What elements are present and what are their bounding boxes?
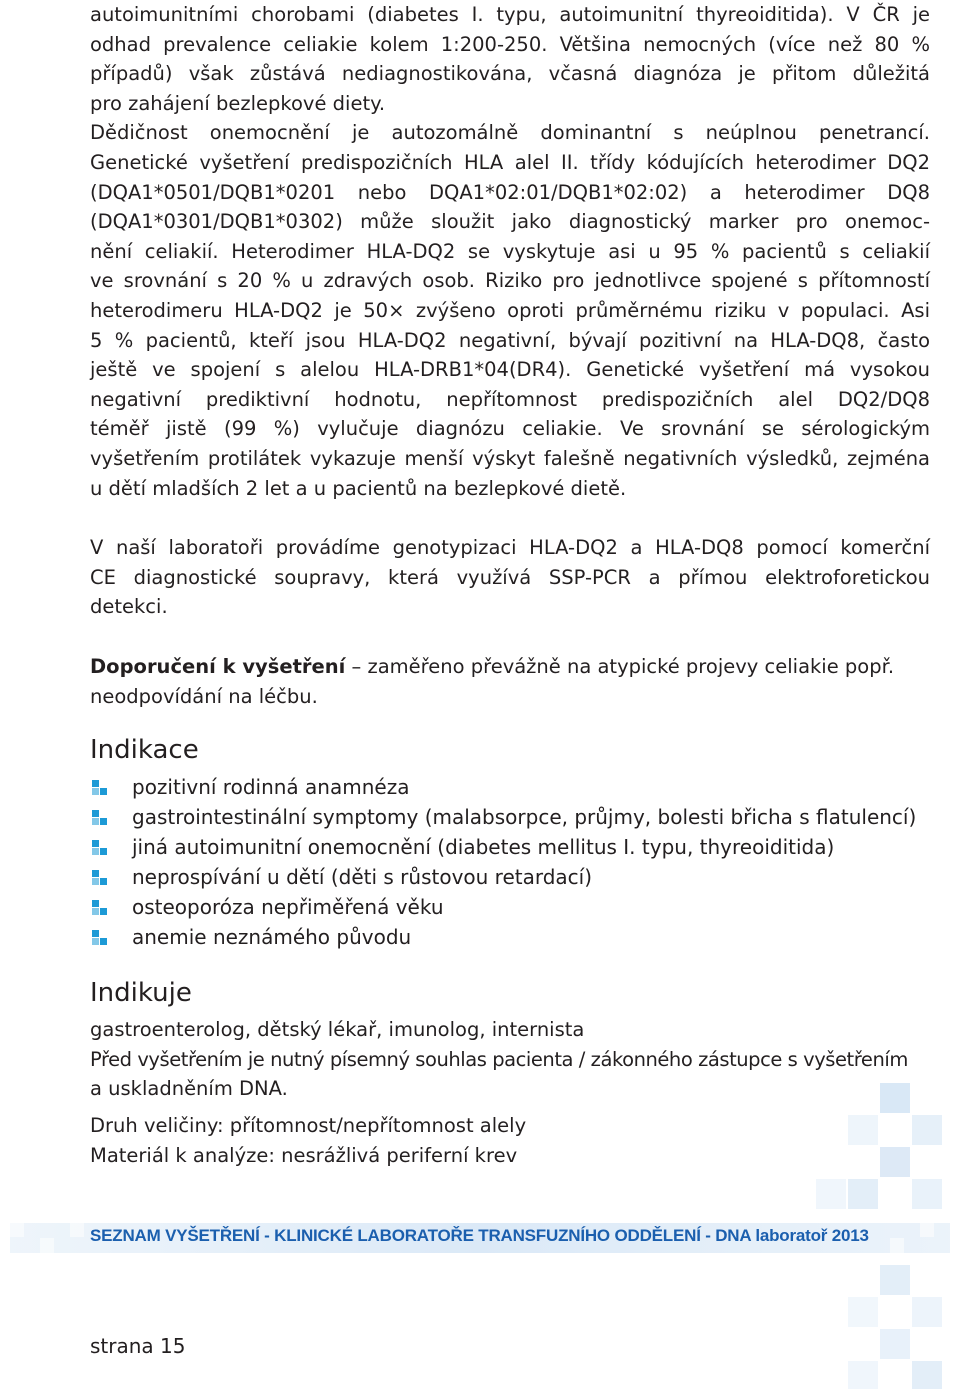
text-line: 5 % pacientů, kteří jsou HLA-DQ2 negativní, bývají pozitivní na HLA-DQ8, často xyxy=(90,328,930,352)
list-item xyxy=(90,892,916,922)
list-item xyxy=(90,832,916,862)
list-item-text: neprospívání u dětí (děti s růstovou retardací) xyxy=(132,865,593,889)
recommendation-text: – zaměřeno převážně na atypické projevy celiakie popř. xyxy=(345,655,895,678)
lab-paragraph xyxy=(90,533,930,622)
bullet-squares-icon xyxy=(92,870,108,886)
analysis-info xyxy=(90,1111,930,1170)
text-line: gastroenterolog, dětský lékař, imunolog, internista xyxy=(90,1018,585,1041)
list-item-text: jiná autoimunitní onemocnění (diabetes mellitus I. typu, thyreoiditida) xyxy=(132,835,835,859)
list-item-text: anemie neznámého původu xyxy=(132,925,412,949)
text-line: ve srovnání s 20 % u zdravých osob. Riziko pro jednotlivce spojené s přítomností xyxy=(90,269,930,293)
footer-title: SEZNAM VYŠETŘENÍ - KLINICKÉ LABORATOŘE TRANSFUZNÍHO ODDĚLENÍ - DNA laboratoř 2013 xyxy=(90,1226,869,1245)
list-item xyxy=(90,802,916,832)
indikuje-paragraph xyxy=(90,1015,930,1104)
text-line: neodpovídání na léčbu. xyxy=(90,684,318,708)
list-item xyxy=(90,862,916,892)
analysis-material: Materiál k analýze: nesrážlivá periferní krev xyxy=(90,1143,518,1167)
text-line: nění celiakií. Heterodimer HLA-DQ2 se vyskytuje asi u 95 % pacientů s celiakií xyxy=(90,239,930,263)
list-item-text: osteoporóza nepřiměřená věku xyxy=(132,895,444,919)
text-line: téměř jistě (99 %) vylučuje diagnózu celiakie. Ve srovnání se sérologickým xyxy=(90,417,930,441)
text-line: negativní prediktivní hodnotu, nepřítomnost predispozičních alel DQ2/DQ8 xyxy=(90,387,930,411)
text-line: Genetické vyšetření predispozičních HLA alel II. třídy kódujících heterodimer DQ2 xyxy=(90,150,930,174)
indikace-list xyxy=(90,772,916,952)
intro-paragraph xyxy=(90,0,930,503)
page-number: strana 15 xyxy=(90,1334,186,1358)
recommendation-label: Doporučení k vyšetření xyxy=(90,655,346,678)
text-line: (DQA1*0301/DQB1*0302) může sloužit jako diagnostický marker pro onemoc- xyxy=(90,210,930,234)
list-item xyxy=(90,922,916,952)
bullet-squares-icon xyxy=(92,930,108,946)
bullet-squares-icon xyxy=(92,900,108,916)
text-line: (DQA1*0501/DQB1*0201 nebo DQA1*02:01/DQB1*02:02) a heterodimer DQ8 xyxy=(90,180,930,204)
text-line: případů) však zůstává nediagnostikována, včasná diagnóza je přitom důležitá xyxy=(90,62,930,86)
text-line: vyšetřením protilátek vykazuje menší výskyt falešně negativních výsledků, zejména xyxy=(90,446,930,470)
text-line: a uskladněním DNA. xyxy=(90,1077,288,1101)
list-item xyxy=(90,772,916,802)
text-line: V naší laboratoři provádíme genotypizaci HLA-DQ2 a HLA-DQ8 pomocí komerční xyxy=(90,536,930,559)
list-item-text: gastrointestinální symptomy (malabsorpce, průjmy, bolesti břicha s flatulencí) xyxy=(132,805,917,829)
text-line: pro zahájení bezlepkové diety. xyxy=(90,91,386,115)
bullet-squares-icon xyxy=(92,810,108,826)
quantity-type: Druh veličiny: přítomnost/nepřítomnost alely xyxy=(90,1114,527,1137)
text-line: detekci. xyxy=(90,595,168,619)
indikuje-heading: Indikuje xyxy=(90,978,192,1008)
text-line: Dědičnost onemocnění je autozomálně dominantní s neúplnou penetrancí. xyxy=(90,121,930,145)
text-line: odhad prevalence celiakie kolem 1:200-250. Většina nemocných (více než 80 % xyxy=(90,32,930,56)
text-line: CE diagnostické soupravy, která využívá SSP-PCR a přímou elektroforetickou xyxy=(90,565,930,589)
list-item-text: pozitivní rodinná anamnéza xyxy=(132,775,410,799)
text-line: Před vyšetřením je nutný písemný souhlas pacienta / zákonného zástupce s vyšetřením xyxy=(90,1047,908,1071)
recommendation-paragraph xyxy=(90,652,930,711)
text-line xyxy=(90,652,930,682)
bullet-squares-icon xyxy=(92,780,108,796)
text-line: autoimunitními chorobami (diabetes I. typu, autoimunitní thyreoiditida). V ČR je xyxy=(90,3,930,26)
bullet-squares-icon xyxy=(92,840,108,856)
text-line: heterodimeru HLA-DQ2 je 50× zvýšeno oproti průměrnému riziku v populaci. Asi xyxy=(90,298,930,322)
text-line: ještě ve spojení s alelou HLA-DRB1*04(DR4). Genetické vyšetření má vysokou xyxy=(90,358,930,382)
indikace-heading: Indikace xyxy=(90,735,199,765)
text-line: u dětí mladších 2 let a u pacientů na bezlepkové dietě. xyxy=(90,476,627,500)
